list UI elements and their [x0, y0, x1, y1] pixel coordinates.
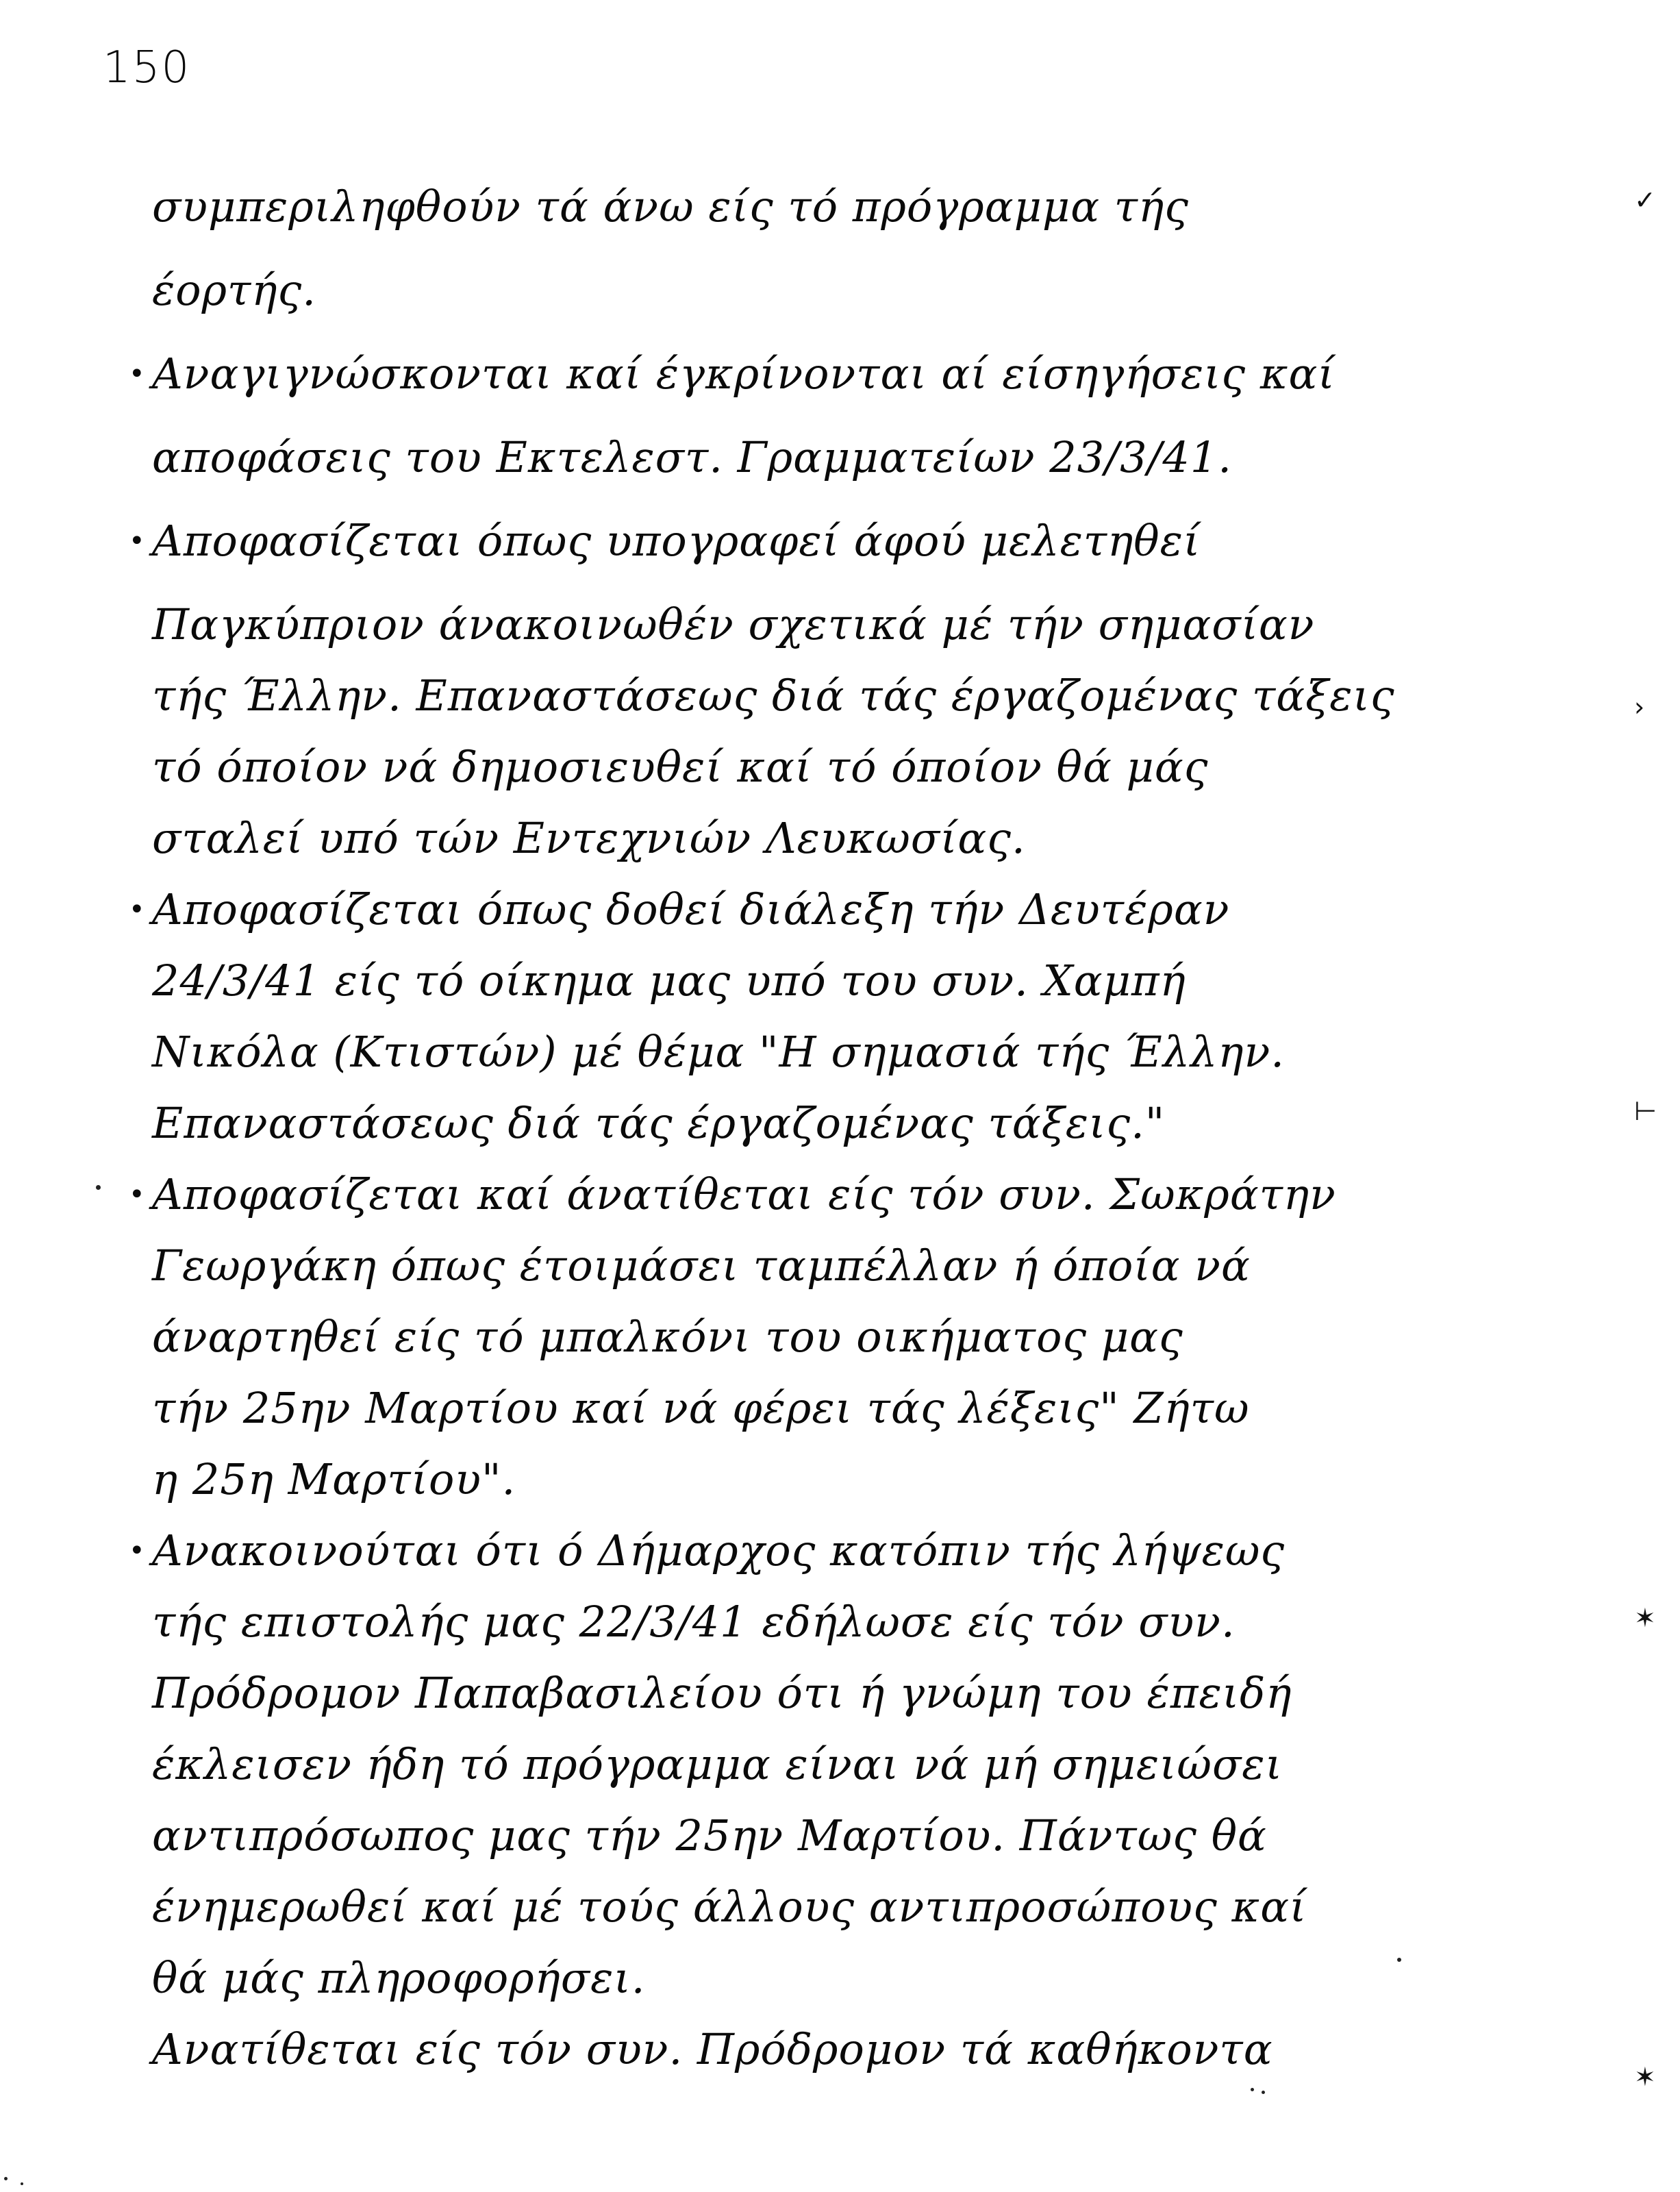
text-line — [129, 1515, 1563, 1586]
text-line — [129, 874, 1563, 945]
line-text: Γεωργάκη όπως έτοιμάσει ταμπέλλαν ή όποία νά — [152, 1241, 1251, 1291]
line-text: τό όποίον νά δημοσιευθεί καί τό όποίον θά μάς — [152, 742, 1209, 792]
page-number: 150 — [103, 42, 191, 93]
line-text: Νικόλα (Κτιστών) μέ θέμα "Η σημασιά τής Έλλην. — [152, 1027, 1285, 1077]
scan-speck — [1397, 1958, 1401, 1962]
text-line — [152, 1586, 1563, 1658]
text-line — [152, 1444, 1563, 1515]
bullet-marker: • — [129, 1535, 146, 1567]
line-text: άναρτηθεί είς τό μπαλκόνι του οικήματος μας — [152, 1312, 1183, 1362]
text-line — [152, 1800, 1563, 1871]
text-line — [152, 1658, 1563, 1729]
text-line — [152, 1088, 1563, 1159]
text-line — [152, 159, 1563, 255]
text-line — [152, 1729, 1563, 1800]
line-text: τής επιστολής μας 22/3/41 εδήλωσε είς τόν συν. — [152, 1597, 1236, 1647]
text-line — [129, 1159, 1563, 1230]
minutes-text-block — [129, 159, 1563, 2085]
text-line — [152, 1017, 1563, 1088]
line-text: Επαναστάσεως διά τάς έργαζομένας τάξεις." — [152, 1098, 1166, 1148]
line-text: έκλεισεν ήδη τό πρόγραμμα είναι νά μή σημειώσει — [152, 1739, 1283, 1789]
text-line — [152, 1943, 1563, 2014]
text-line — [129, 326, 1563, 422]
text-line — [152, 1871, 1563, 1943]
text-line — [152, 1230, 1563, 1302]
bullet-marker: • — [129, 358, 146, 390]
text-line — [152, 1373, 1563, 1444]
line-text: Ανατίθεται είς τόν συν. Πρόδρομον τά καθήκοντα — [152, 2024, 1273, 2074]
line-text: Ανακοινούται ότι ό Δήμαρχος κατόπιν τής λήψεως — [152, 1525, 1286, 1576]
text-line — [152, 1302, 1563, 1373]
margin-tick-mark: ✓ — [1634, 185, 1656, 215]
text-line — [152, 255, 1563, 326]
scan-speck — [1262, 2091, 1265, 2094]
line-text: Αναγιγνώσκονται καί έγκρίνονται αί είσηγήσεις καί — [152, 349, 1336, 399]
text-line — [129, 493, 1563, 589]
line-text: Αποφασίζεται καί άνατίθεται είς τόν συν. Σωκράτην — [152, 1169, 1336, 1219]
line-text: Αποφασίζεται όπως υπογραφεί άφού μελετηθεί — [152, 516, 1201, 566]
line-text: Πρόδρομον Παπαβασιλείου ότι ή γνώμη του έπειδή — [152, 1668, 1292, 1718]
line-text: αντιπρόσωπος μας τήν 25ην Μαρτίου. Πάντως θά — [152, 1810, 1267, 1860]
text-line — [152, 803, 1563, 874]
scan-speck — [21, 2182, 23, 2185]
line-text: Αποφασίζεται όπως δοθεί διάλεξη τήν Δευτέραν — [152, 884, 1230, 934]
margin-tick-mark: ⊢ — [1634, 1096, 1657, 1126]
line-text: τής Έλλην. Επαναστάσεως διά τάς έργαζομένας τάξεις — [152, 671, 1395, 721]
line-text: 24/3/41 είς τό οίκημα μας υπό του συν. Χαμπή — [152, 956, 1186, 1006]
text-line — [152, 732, 1563, 803]
scan-speck — [4, 2177, 8, 2180]
margin-tick-mark: ✶ — [1634, 1603, 1656, 1633]
line-text: ένημερωθεί καί μέ τούς άλλους αντιπροσώπους καί — [152, 1882, 1307, 1932]
text-line — [152, 660, 1563, 732]
text-line — [152, 422, 1563, 493]
line-text: αποφάσεις του Εκτελεστ. Γραμματείων 23/3/41. — [152, 432, 1233, 482]
line-text: η 25η Μαρτίου". — [152, 1454, 516, 1504]
scan-speck — [1251, 2088, 1254, 2091]
line-text: θά μάς πληροφορήσει. — [152, 1953, 646, 2003]
bullet-marker: • — [129, 894, 146, 925]
line-text: τήν 25ην Μαρτίου καί νά φέρει τάς λέξεις" Ζήτω — [152, 1383, 1250, 1433]
line-text: έορτής. — [152, 265, 316, 315]
line-text: Παγκύπριον άνακοινωθέν σχετικά μέ τήν σημασίαν — [152, 599, 1315, 649]
line-text: συμπεριληφθούν τά άνω είς τό πρόγραμμα τής — [152, 182, 1189, 232]
text-line — [152, 945, 1563, 1017]
bullet-marker: • — [129, 525, 146, 557]
scan-speck — [96, 1185, 101, 1190]
text-line — [152, 589, 1563, 660]
margin-tick-mark: ✶ — [1634, 2062, 1656, 2092]
text-line — [152, 2014, 1563, 2085]
margin-tick-mark: › — [1634, 692, 1645, 722]
line-text: σταλεί υπό τών Εντεχνιών Λευκωσίας. — [152, 813, 1026, 863]
bullet-marker: • — [129, 1179, 146, 1210]
